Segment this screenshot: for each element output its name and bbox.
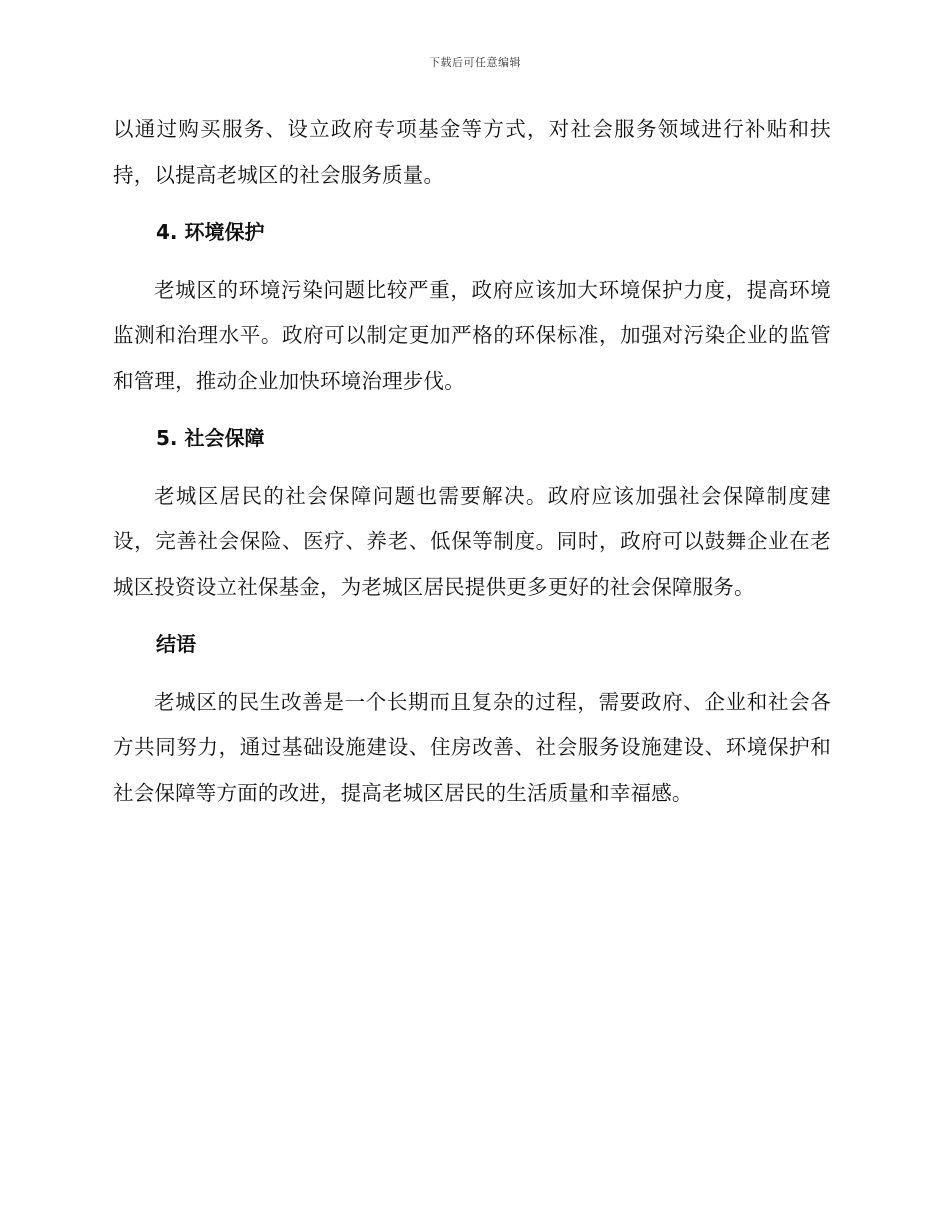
continued-paragraph: 以通过购买服务、设立政府专项基金等方式，对社会服务领域进行补贴和扶持，以提高老城区的社会服务质量。 (113, 117, 831, 187)
section-heading-environment: 4. 环境保护 (156, 220, 265, 244)
section-paragraph-environment: 老城区的环境污染问题比较严重，政府应该加大环境保护力度，提高环境监测和治理水平。政府可以制定更加严格的环保标准，加强对污染企业的监管和管理，推动企业加快环境治理步伐。 (113, 277, 831, 393)
section-paragraph-social-security: 老城区居民的社会保障问题也需要解决。政府应该加强社会保障制度建设，完善社会保险、医疗、养老、低保等制度。同时，政府可以鼓舞企业在老城区投资设立社保基金，为老城区居民提供更多更好的社会保障服务。 (113, 483, 831, 599)
section-heading-social-security: 5. 社会保障 (156, 426, 265, 450)
page-header: 下载后可任意编辑 (429, 56, 521, 69)
document-body (113, 107, 831, 816)
section-heading-conclusion: 结语 (156, 632, 196, 656)
section-paragraph-conclusion: 老城区的民生改善是一个长期而且复杂的过程，需要政府、企业和社会各方共同努力，通过基础设施建设、住房改善、社会服务设施建设、环境保护和社会保障等方面的改进，提高老城区居民的生活质量和幸福感。 (113, 689, 831, 805)
